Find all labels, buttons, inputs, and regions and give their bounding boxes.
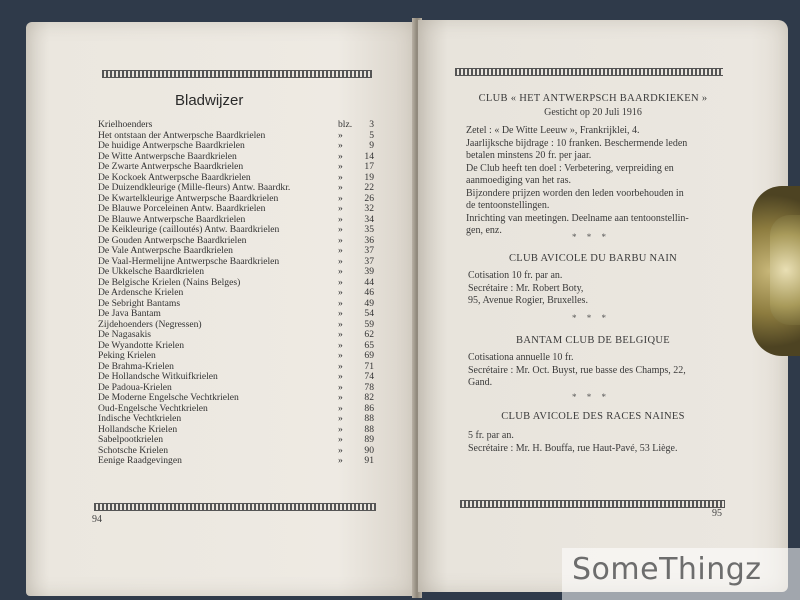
toc-entry — [98, 299, 374, 310]
toc-entry — [98, 120, 374, 131]
toc-entry-page: 86 — [364, 402, 374, 414]
toc-entry-page: 49 — [364, 297, 374, 309]
toc-entry-page: 3 — [369, 119, 374, 130]
toc-entry — [98, 446, 374, 457]
watermark-text: SomeThingz — [572, 552, 762, 587]
toc-entry-separator: » — [338, 203, 343, 214]
toc-entry-label: De Kwartelkleurige Antwerpsche Baardkrielen — [98, 193, 279, 204]
toc-entry — [98, 383, 374, 394]
toc-entry-label: De Vaal-Hermelijne Antwerpsche Baardkrielen — [98, 256, 280, 267]
toc-entry-separator: » — [338, 150, 343, 162]
toc-entry-page: 74 — [364, 371, 374, 382]
toc-entry — [98, 141, 374, 152]
toc-entry-page: 9 — [369, 140, 374, 151]
toc-entry-separator: » — [338, 297, 343, 309]
toc-entry-separator: » — [338, 371, 343, 382]
club2-line: Secrétaire : Mr. Robert Boty, — [468, 282, 584, 294]
toc-entry-separator: » — [338, 350, 343, 361]
club1-line: gen, enz. — [466, 225, 502, 236]
toc-entry-label: De Ukkelsche Baardkrielen — [98, 267, 205, 277]
toc-entry — [98, 162, 374, 173]
toc-entry-separator: » — [338, 171, 343, 183]
toc-entry-separator: blz. — [338, 119, 353, 130]
toc-entry-label: Eenige Raadgevingen — [98, 456, 182, 466]
club4-line: 5 fr. par an. — [468, 430, 514, 441]
toc-entry — [98, 414, 374, 425]
club1-line: Zetel : « De Witte Leeuw », Frankrijklei, 4. — [466, 125, 640, 136]
club1-line: De Club heeft ten doel : Verbetering, verpreiding en — [466, 162, 674, 174]
toc-entry-separator: » — [338, 381, 343, 393]
toc-entry-page: 88 — [364, 413, 374, 424]
toc-entry-page: 39 — [364, 266, 374, 277]
club3-line: Gand. — [468, 377, 493, 388]
toc-entry — [98, 435, 374, 446]
club3-line: Cotisationa annuelle 10 fr. — [468, 352, 574, 363]
toc-entry — [98, 246, 374, 257]
toc-entry-separator: » — [338, 276, 343, 288]
toc-entry-label: De Blauwe Porceleinen Antw. Baardkrielen — [98, 204, 266, 214]
toc-entry-label: De Brahma-Krielen — [98, 361, 174, 372]
toc-entry-label: De Java Bantam — [98, 309, 161, 319]
toc-entry — [98, 404, 374, 415]
club1-heading: CLUB « HET ANTWERPSCH BAARDKIEKEN » — [478, 93, 708, 104]
toc-entry-page: 37 — [364, 245, 374, 256]
toc-entry-separator: » — [338, 245, 343, 256]
toc-entry — [98, 278, 374, 289]
toc-entry-page: 36 — [364, 234, 374, 246]
toc-entry — [98, 320, 374, 331]
separator-stars-1: * * * — [572, 232, 610, 242]
toc-entry-label: Indische Vechtkrielen — [98, 414, 182, 424]
toc-entry-separator: » — [338, 444, 343, 456]
club4-details — [468, 430, 758, 455]
toc-entry — [98, 393, 374, 404]
toc-entry-page: 5 — [369, 129, 374, 141]
toc-entry — [98, 351, 374, 362]
toc-entry-page: 17 — [364, 161, 374, 172]
club1-line: de tentoonstellingen. — [466, 200, 550, 211]
toc-entry-page: 46 — [364, 287, 374, 298]
club2-heading: CLUB AVICOLE DU BARBU NAIN — [508, 253, 678, 264]
toc-entry-separator: » — [338, 255, 343, 267]
table-of-contents — [98, 120, 374, 467]
toc-entry — [98, 425, 374, 436]
club3-line: Secrétaire : Mr. Oct. Buyst, rue basse des Champs, 22, — [468, 364, 686, 376]
toc-entry-label: De Padoua-Krielen — [98, 382, 172, 393]
toc-entry-page: 26 — [364, 192, 374, 204]
toc-entry-separator: » — [338, 140, 343, 151]
toc-entry-separator: » — [338, 308, 343, 319]
toc-entry-label: Sabelpootkrielen — [98, 435, 164, 445]
toc-entry-page: 71 — [364, 360, 374, 372]
toc-entry — [98, 362, 374, 373]
club1-founded: Gesticht op 20 Juli 1916 — [544, 107, 642, 118]
toc-entry-page: 69 — [364, 350, 374, 361]
toc-entry-page: 34 — [364, 213, 374, 225]
toc-entry-label: De Sebright Bantams — [98, 298, 181, 309]
toc-entry-separator: » — [338, 224, 343, 235]
toc-entry-label: De huidige Antwerpsche Baardkrielen — [98, 141, 245, 151]
toc-entry-page: 35 — [364, 224, 374, 235]
toc-entry — [98, 288, 374, 299]
toc-entry-label: De Wyandotte Krielen — [98, 340, 185, 351]
club2-line: Cotisation 10 fr. par an. — [468, 270, 563, 281]
toc-entry — [98, 309, 374, 320]
toc-entry-label: De Duizendkleurige (Mille-fleurs) Antw. Baardkr. — [98, 183, 291, 193]
toc-entry-separator: » — [338, 213, 343, 225]
club1-details — [466, 125, 766, 238]
toc-entry — [98, 456, 374, 467]
toc-entry-label: Krielhoenders — [98, 120, 153, 130]
toc-entry — [98, 236, 374, 247]
top-ornament-right — [455, 68, 723, 76]
toc-entry-page: 88 — [364, 423, 374, 435]
club1-line: Bijzondere prijzen worden den leden voorbehouden in — [466, 187, 684, 199]
club4-heading: CLUB AVICOLE DES RACES NAINES — [501, 411, 685, 422]
toc-entry-page: 22 — [364, 182, 374, 193]
page-number-right: 95 — [712, 508, 722, 519]
toc-entry — [98, 341, 374, 352]
club1-line: aanmoediging van het ras. — [466, 175, 571, 186]
separator-stars-2: * * * — [572, 313, 610, 323]
club2-details — [468, 270, 758, 308]
toc-entry-page: 82 — [364, 392, 374, 403]
brass-clasp-inner — [770, 215, 800, 325]
toc-entry-page: 65 — [364, 339, 374, 351]
toc-entry-label: De Nagasakis — [98, 330, 152, 340]
bottom-ornament-left — [94, 503, 376, 511]
toc-entry-label: Het ontstaan der Antwerpsche Baardkrielen — [98, 130, 266, 141]
toc-entry-page: 78 — [364, 381, 374, 393]
club3-heading: BANTAM CLUB DE BELGIQUE — [516, 335, 670, 346]
toc-entry-separator: » — [338, 339, 343, 351]
club4-line: Secrétaire : Mr. H. Bouffa, rue Haut-Pavé, 53 Liège. — [468, 442, 678, 454]
toc-entry-separator: » — [338, 392, 343, 403]
page-title: Bladwijzer — [175, 92, 244, 109]
toc-entry-label: Schotsche Krielen — [98, 445, 169, 456]
separator-stars-3: * * * — [572, 392, 610, 402]
bottom-ornament-right — [460, 500, 725, 508]
toc-entry-separator: » — [338, 455, 343, 466]
club3-details — [468, 352, 758, 390]
toc-entry-separator: » — [338, 434, 343, 445]
toc-entry-label: De Kockoek Antwerpsche Baardkrielen — [98, 172, 251, 183]
toc-entry-label: De Hollandsche Witkuifkrielen — [98, 372, 218, 382]
toc-entry-page: 62 — [364, 329, 374, 340]
toc-entry-separator: » — [338, 129, 343, 141]
toc-entry-separator: » — [338, 360, 343, 372]
toc-entry-separator: » — [338, 318, 343, 330]
toc-entry-page: 90 — [364, 444, 374, 456]
toc-entry-label: De Zwarte Antwerpsche Baardkrielen — [98, 162, 244, 172]
toc-entry-label: Oud-Engelsche Vechtkrielen — [98, 403, 208, 414]
toc-entry-page: 54 — [364, 308, 374, 319]
club1-line: Jaarlijksche bijdrage : 10 franken. Beschermende leden — [466, 137, 688, 149]
toc-entry-label: De Blauwe Antwerpsche Baardkrielen — [98, 214, 246, 225]
toc-entry-separator: » — [338, 192, 343, 204]
toc-entry-separator: » — [338, 182, 343, 193]
toc-entry-label: Peking Krielen — [98, 351, 156, 361]
toc-entry — [98, 204, 374, 215]
toc-entry — [98, 194, 374, 205]
toc-entry — [98, 257, 374, 268]
toc-entry-label: De Moderne Engelsche Vechtkrielen — [98, 393, 239, 403]
toc-entry — [98, 152, 374, 163]
toc-entry-label: De Ardensche Krielen — [98, 288, 184, 298]
toc-entry-page: 91 — [364, 455, 374, 466]
toc-entry — [98, 330, 374, 341]
club1-line: Inrichting van meetingen. Deelname aan tentoonstellin- — [466, 212, 689, 224]
toc-entry-page: 89 — [364, 434, 374, 445]
toc-entry-page: 19 — [364, 171, 374, 183]
toc-entry-label: De Gouden Antwerpsche Baardkrielen — [98, 235, 247, 246]
toc-entry-label: Zijdehoenders (Negressen) — [98, 319, 202, 330]
toc-entry-page: 37 — [364, 255, 374, 267]
top-ornament-left — [102, 70, 372, 78]
toc-entry — [98, 131, 374, 142]
toc-entry — [98, 183, 374, 194]
toc-entry-label: Hollandsche Krielen — [98, 424, 178, 435]
toc-entry — [98, 173, 374, 184]
toc-entry-label: De Belgische Krielen (Nains Belges) — [98, 277, 241, 288]
club2-line: 95, Avenue Rogier, Bruxelles. — [468, 295, 588, 306]
toc-entry-label: De Keikleurige (cailloutés) Antw. Baardkrielen — [98, 225, 280, 235]
toc-entry-separator: » — [338, 287, 343, 298]
club1-line: betalen minstens 20 fr. per jaar. — [466, 150, 592, 161]
toc-entry-separator: » — [338, 234, 343, 246]
toc-entry-page: 59 — [364, 318, 374, 330]
toc-entry-separator: » — [338, 161, 343, 172]
toc-entry — [98, 225, 374, 236]
toc-entry-separator: » — [338, 329, 343, 340]
toc-entry — [98, 267, 374, 278]
toc-entry-label: De Witte Antwerpsche Baardkrielen — [98, 151, 237, 162]
toc-entry-separator: » — [338, 423, 343, 435]
toc-entry-page: 32 — [364, 203, 374, 214]
toc-entry — [98, 215, 374, 226]
toc-entry — [98, 372, 374, 383]
toc-entry-separator: » — [338, 413, 343, 424]
page-number-left: 94 — [92, 514, 102, 525]
toc-entry-separator: » — [338, 266, 343, 277]
toc-entry-page: 44 — [364, 276, 374, 288]
toc-entry-label: De Vale Antwerpsche Baardkrielen — [98, 246, 233, 256]
toc-entry-page: 14 — [364, 150, 374, 162]
toc-entry-separator: » — [338, 402, 343, 414]
